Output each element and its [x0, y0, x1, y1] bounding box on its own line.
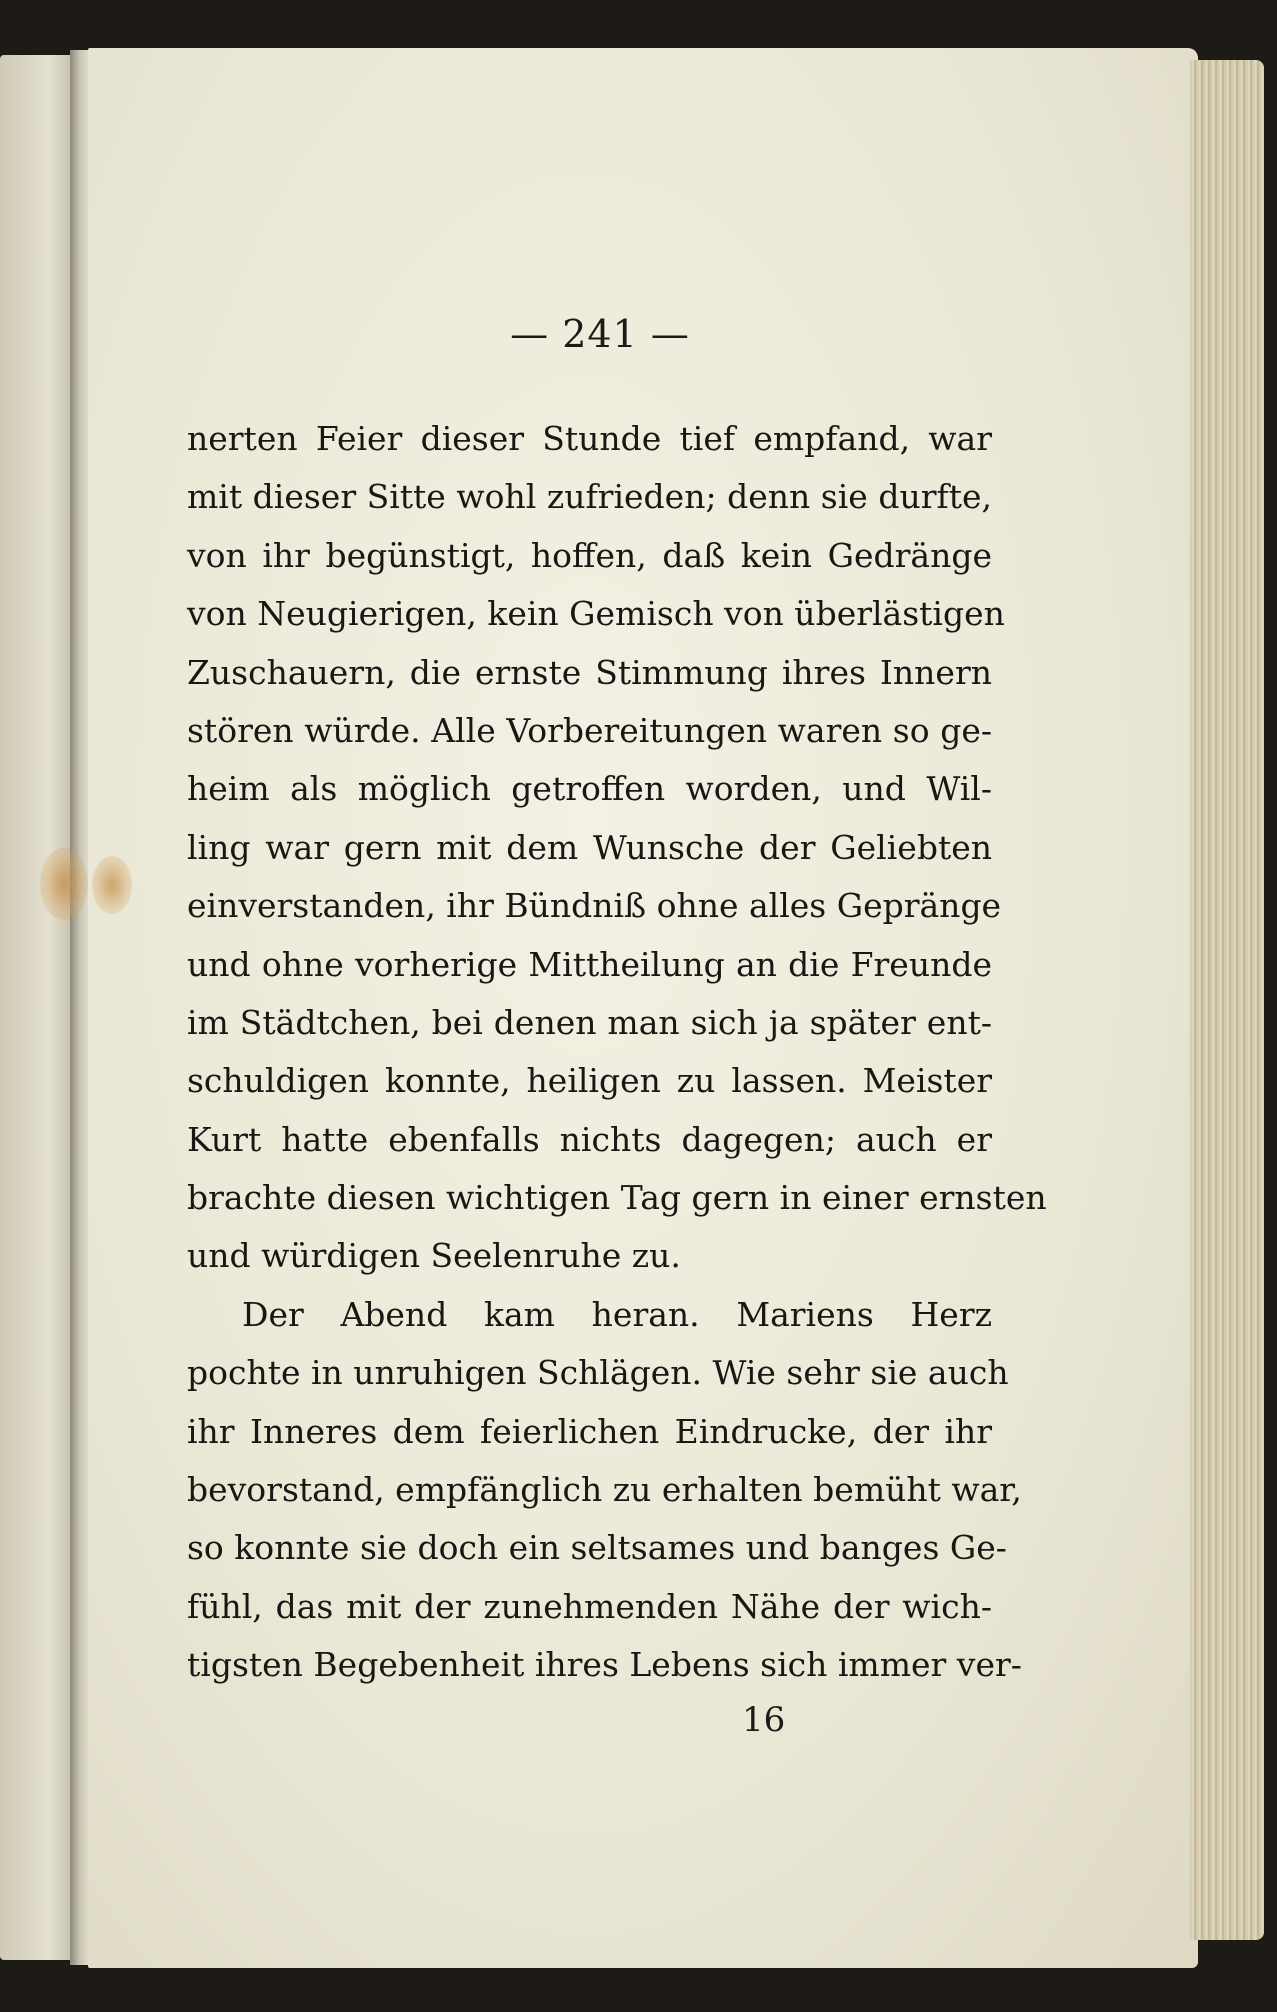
text-line: im Städtchen, bei denen man sich ja später ent-: [187, 1002, 992, 1042]
text-line: fühl, das mit der zunehmenden Nähe der wich-: [187, 1586, 992, 1626]
text-line: Kurt hatte ebenfalls nichts dagegen; auch er: [187, 1119, 992, 1159]
text-line: tigsten Begebenheit ihres Lebens sich immer ver-: [187, 1645, 1022, 1685]
text-line: nerten Feier dieser Stunde tief empfand, war: [187, 419, 992, 458]
text-line: einverstanden, ihr Bündniß ohne alles Gepränge: [187, 886, 1002, 926]
text-line: mit dieser Sitte wohl zufrieden; denn sie durfte,: [187, 477, 992, 517]
page-edges: [1190, 60, 1264, 1940]
text-line: Zuschauern, die ernste Stimmung ihres Innern: [187, 652, 992, 692]
text-line: von ihr begünstigt, hoffen, daß kein Gedränge: [187, 535, 992, 575]
text-line: heim als möglich getroffen worden, und Wil-: [187, 769, 992, 809]
paragraph-start-line: Der Abend kam heran. Mariens Herz: [242, 1294, 992, 1334]
text-line: und ohne vorherige Mittheilung an die Freunde: [187, 944, 992, 984]
signature-mark: 16: [742, 1700, 786, 1740]
page-number: — 241 —: [510, 312, 690, 356]
text-line: von Neugierigen, kein Gemisch von überlästigen: [187, 594, 1005, 634]
text-line: so konnte sie doch ein seltsames und banges Ge-: [187, 1528, 1007, 1568]
text-line: stören würde. Alle Vorbereitungen waren so ge-: [187, 710, 992, 750]
text-line: bevorstand, empfänglich zu erhalten bemüht war,: [187, 1470, 1022, 1510]
text-line: pochte in unruhigen Schlägen. Wie sehr sie auch: [187, 1353, 1009, 1393]
foxing-stain: [92, 856, 132, 914]
text-line: ling war gern mit dem Wunsche der Geliebten: [187, 827, 992, 867]
text-line: brachte diesen wichtigen Tag gern in einer ernsten: [187, 1178, 1047, 1218]
text-line: schuldigen konnte, heiligen zu lassen. Meister: [187, 1061, 992, 1101]
paragraph-end-line: und würdigen Seelenruhe zu.: [187, 1236, 681, 1276]
text-line: ihr Inneres dem feierlichen Eindrucke, der ihr: [187, 1411, 992, 1451]
body-text: [187, 410, 1047, 1695]
foxing-stain: [40, 848, 88, 920]
